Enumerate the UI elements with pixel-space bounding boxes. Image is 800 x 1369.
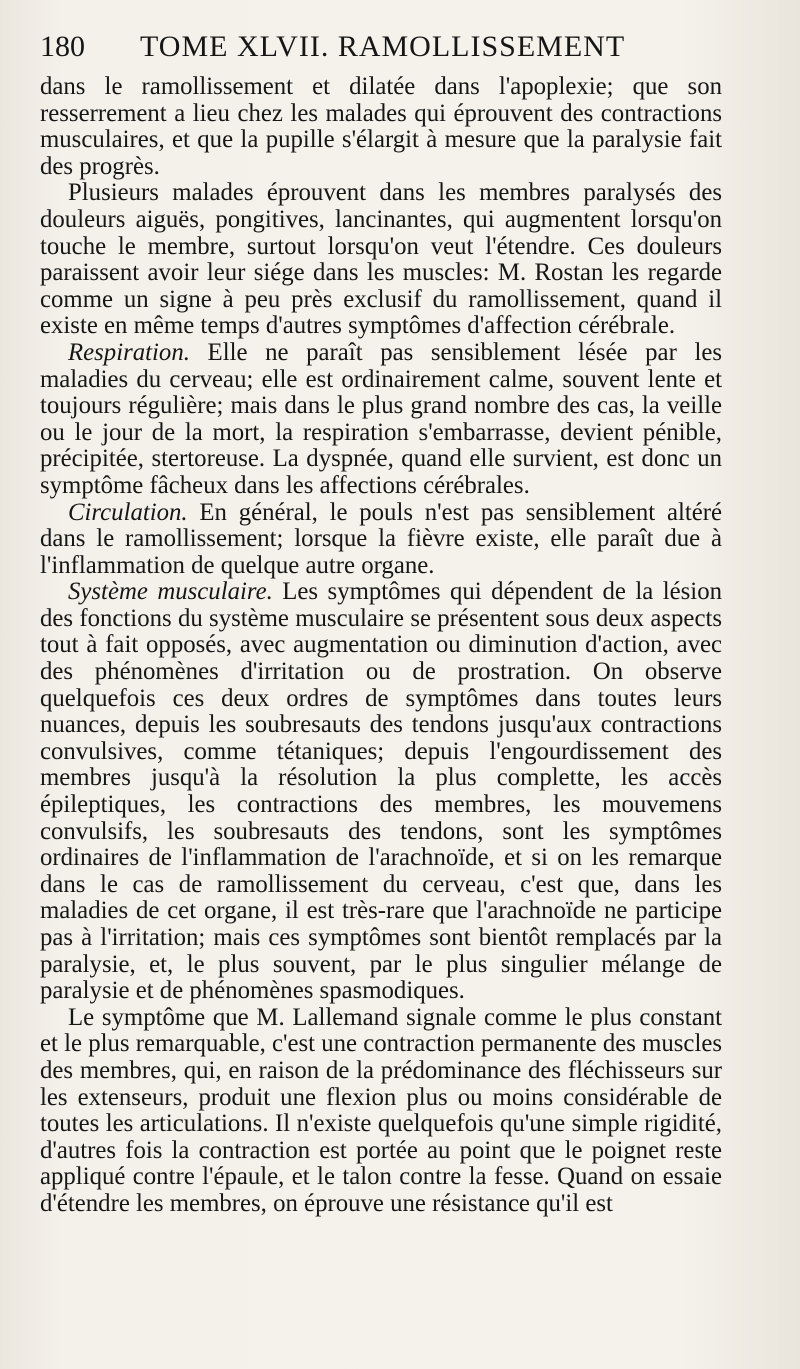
- paragraph-text: Les symptômes qui dépendent de la lésion des fonctions du système musculaire se présentent sous deux aspects tout à fait opposés, avec augmentation ou diminution d'action, avec des phénomènes d'irritation ou de prostration. On observe quelquefois ces deux ordres de symptômes dans toutes leurs nuances, depuis les soubresauts des tendons jusqu'aux contractions convulsives, comme tétaniques; depuis l'engourdissement des membres jusqu'à la résolution la plus complette, les accès épileptiques, les contractions des membres, les mouvemens convulsifs, les soubresauts des tendons, sont les symptômes ordinaires de l'inflammation de l'arachnoïde, et si on les remarque dans le cas de ramollissement du cerveau, c'est que, dans les maladies de cet organe, il est très-rare que l'arachnoïde ne participe pas à l'irritation; mais ces symptômes sont bientôt remplacés par la paralysie, et, le plus souvent, par le plus singulier mélange de paralysie et de phénomènes spasmodiques.: [40, 578, 722, 1005]
- section-heading-muscular-system: Système musculaire.: [68, 578, 273, 606]
- paragraph-text: Le symptôme que M. Lallemand signale comme le plus constant et le plus remarquable, c'est une contraction permanente des muscles des membres, qui, en raison de la prédominance des fléchisseurs sur les extenseurs, produit une flexion plus ou moins considérable de toutes les articulations. Il n'existe quelquefois qu'une simple rigidité, d'autres fois la contraction est portée au point que le poignet reste appliqué contre l'épaule, et le talon contre la fesse. Quand on essaie d'étendre les membres, on éprouve une résistance qu'il est: [40, 1003, 722, 1217]
- paragraph-text: Elle ne paraît pas sensiblement lésée par les maladies du cerveau; elle est ordinairement calme, souvent lente et toujours régulière; mais dans le plus grand nombre des cas, la veille ou le jour de la mort, la respiration s'embarrasse, devient pénible, précipitée, stertoreuse. La dyspnée, quand elle survient, est donc un symptôme fâcheux dans les affections cérébrales.: [40, 338, 722, 499]
- body-text: [40, 74, 722, 1218]
- page-header: [40, 30, 722, 74]
- page-number: 180: [40, 30, 85, 63]
- section-heading-respiration: Respiration.: [68, 338, 190, 366]
- paragraph-text: Plusieurs malades éprouvent dans les membres paralysés des douleurs aiguës, pongitives, lancinantes, qui augmentent lorsqu'on touche le membre, surtout lorsqu'on veut l'étendre. Ces douleurs paraissent avoir leur siége dans les muscles: M. Rostan les regarde comme un signe à peu près exclusif du ramollissement, quand il existe en même temps d'autres symptômes d'affection cérébrale.: [40, 179, 722, 340]
- paragraph-lallemand: [40, 1005, 722, 1218]
- paragraph-text: dans le ramollissement et dilatée dans l'apoplexie; que son resserrement a lieu chez les malades qui éprouvent des contractions musculaires, et que la pupille s'élargit à mesure que la paralysie fait des progrès.: [40, 73, 722, 180]
- section-heading-circulation: Circulation.: [68, 498, 188, 526]
- running-title: TOME XLVII. RAMOLLISSEMENT: [140, 30, 626, 63]
- paragraph-pain: [40, 180, 722, 340]
- paragraph-circulation: [40, 500, 722, 580]
- paragraph-respiration: [40, 340, 722, 500]
- paragraph-pupil: [40, 74, 722, 180]
- paragraph-text: En général, le pouls n'est pas sensiblement altéré dans le ramollissement; lorsque la fièvre existe, elle paraît due à l'inflammation de quelque autre organe.: [40, 498, 722, 579]
- paragraph-muscular-system: [40, 579, 722, 1005]
